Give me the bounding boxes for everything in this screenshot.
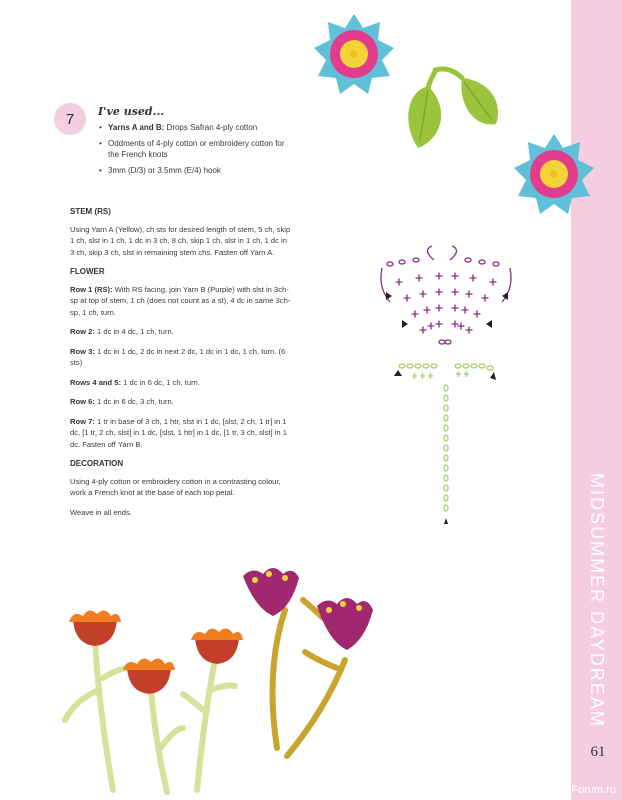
stem-text: Using Yarn A (Yellow), ch sts for desired length of stem, 5 ch, skip 1 ch, slst in 1 ch, 1 dc in 3 ch, 8 ch, skip 1 ch, slst in 1 ch, 1 dc in 3 ch, skip 3 ch, slst in remaining stem chs. Fasten off Yarn A. [70,224,291,257]
decoration-text: Using 4-ply cotton or embroidery cotton in a contrasting colour, work a French knot at the base of each top petal. [70,476,281,497]
materials-item: • 3mm (D/3) or 3.5mm (E/4) hook [98,165,288,177]
decoration-text: Weave in all ends. [70,507,132,517]
step-badge [54,103,86,135]
flower-heading: FLOWER [70,267,105,276]
sidebar-title-text: MIDSUMMER DAYDREAM [586,472,607,728]
flower-row: Row 6: 1 dc in 6 dc, 3 ch, turn. [70,397,174,406]
step-number: 7 [65,110,75,128]
crochet-leaves-photo [400,62,510,152]
used-title: I've used... [98,105,165,118]
materials-list [98,122,288,180]
crochet-tulips-photo [55,560,385,800]
materials-item: • Oddments of 4-ply cotton or embroidery cotton for the French knots [98,138,288,161]
flower-row: Rows 4 and 5: 1 dc in 6 dc, 1 ch, turn. [70,377,200,387]
materials-item: • Yarns A and B: Drops Safran 4-ply cotton [98,122,288,134]
pattern-text [70,206,292,526]
stem-section [70,206,292,258]
flower-row: Row 2: 1 dc in 4 dc, 1 ch, turn. [70,327,174,336]
flower-row: Row 1 (RS): With RS facing, join Yarn B (Purple) with slst in 3ch-sp at top of stem, 1 ch (does not count as a st), 4 dc in same 3ch-sp, 1 ch, turn. [70,284,291,317]
crochet-flower-photo [312,12,396,96]
crochet-chart-diagram [372,238,522,533]
decoration-heading: DECORATION [70,459,124,468]
flower-section [70,266,292,450]
flower-row: Row 7: 1 tr in base of 3 ch, 1 htr, slst in 1 dc, [slst, 2 ch, 1 tr] in 1 dc, [1 tr, 2 ch, slst] in 1 dc, [slst, 1 htr] in 1 dc, [1 tr, 3 ch, slst] in 1 dc. Fasten off Yarn B. [70,416,287,449]
page-number: 61 [590,744,606,760]
crochet-flower-photo [512,132,596,216]
flower-row: Row 3: 1 dc in 1 dc, 2 dc in next 2 dc, 1 dc in 1 dc, 1 ch, turn. (6 sts) [70,346,286,367]
watermark: PassionForum.ru [532,784,616,796]
stem-heading: STEM (RS) [70,207,111,216]
decoration-section [70,458,292,518]
sidebar-title [572,472,620,728]
